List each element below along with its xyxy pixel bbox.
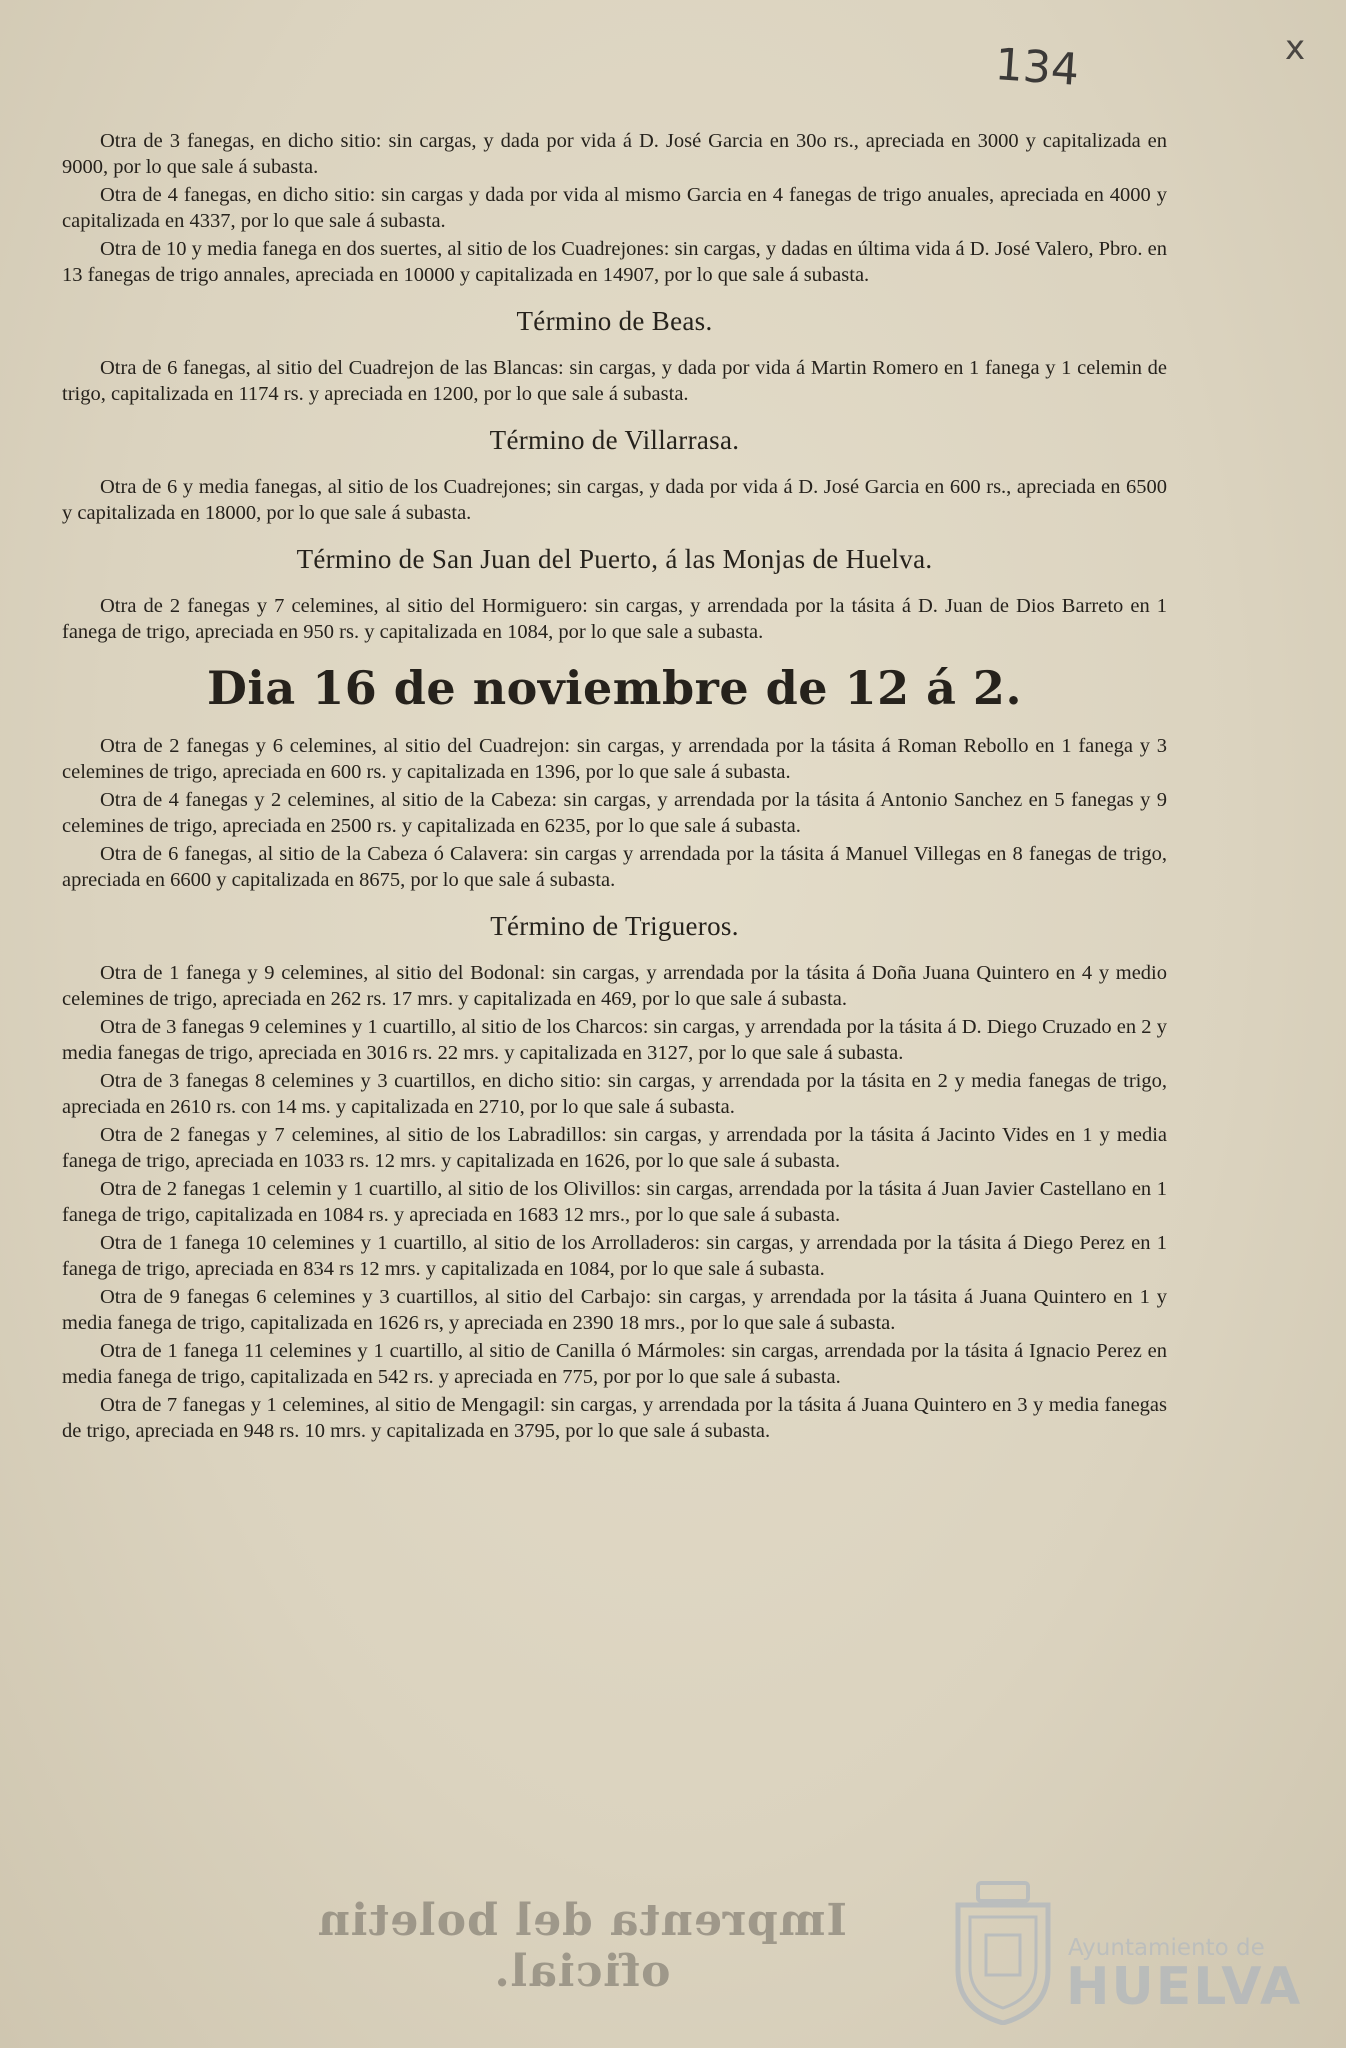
paragraph: Otra de 3 fanegas 8 celemines y 3 cuartillos, en dicho sitio: sin cargas, y arrendada por la tásita en 2 y media fanegas de trigo, apreciada en 2610 rs. con 14 ms. y capitalizada en 2710, por lo que sale á subasta. [62,1070,1167,1118]
city-crest-icon [948,1875,1058,2025]
paragraph: Otra de 4 fanegas y 2 celemines, al sitio de la Cabeza: sin cargas, y arrendada por la tásita á Antonio Sanchez en 5 fanegas y 9 celemines de trigo, apreciada en 2500 rs. y capitalizada en 6235, por lo que sale á subasta. [62,789,1167,837]
paragraph: Otra de 2 fanegas y 7 celemines, al sitio del Hormiguero: sin cargas, y arrendada por la tásita á D. Juan de Dios Barreto en 1 fanega de trigo, apreciada en 950 rs. y capitalizada en 1084, por lo que sale a subasta. [62,595,1167,643]
section-heading-san-juan-del-puerto: Término de San Juan del Puerto, á las Monjas de Huelva. [296,544,933,574]
paragraph: Otra de 9 fanegas 6 celemines y 3 cuartillos, al sitio del Carbajo: sin cargas, y arrendada por la tásita á Juana Quintero en 1 y media fanega de trigo, capitalizada en 1626 rs, y apreciada en 2390 18 mrs., por lo que sale á subasta. [62,1286,1167,1334]
paragraph: Otra de 2 fanegas y 7 celemines, al sitio de los Labradillos: sin cargas, y arrendada por la tásita á Jacinto Vides en 1 y media fanega de trigo, apreciada en 1033 rs. 12 mrs. y capitalizada en 1626, por lo que sale á subasta. [62,1124,1167,1172]
paragraph: Otra de 6 fanegas, al sitio del Cuadrejon de las Blancas: sin cargas, y dada por vida á Martin Romero en 1 fanega y 1 celemin de trigo, capitalizada en 1174 rs. y apreciada en 1200, por lo que sale á subasta. [62,357,1167,405]
document-body [62,128,1167,1446]
printer-imprint: Imprenta del boletin oficial. [317,1895,847,1997]
ayuntamiento-watermark [948,1875,1328,2025]
paragraph: Otra de 1 fanega y 9 celemines, al sitio del Bodonal: sin cargas, y arrendada por la tásita á Doña Juana Quintero en 4 y medio celemines de trigo, apreciada en 262 rs. 17 mrs. y capitalizada en 469, por lo que sale á subasta. [62,962,1167,1010]
corner-mark: x [1285,28,1306,68]
paragraph: Otra de 2 fanegas 1 celemin y 1 cuartillo, al sitio de los Olivillos: sin cargas, arrendada por la tásita á Juan Javier Castellano en 1 fanega de trigo, capitalizada en 1084 rs. y apreciada en 1683 12 mrs., por lo que sale á subasta. [62,1178,1167,1226]
watermark-line1: Ayuntamiento de [1068,1935,1265,1961]
section-heading-villarrasa: Término de Villarrasa. [489,425,740,455]
section-heading-trigueros: Término de Trigueros. [490,911,739,941]
section-heading-beas: Término de Beas. [516,306,713,336]
watermark-line2: HUELVA [1066,1957,1303,2017]
paragraph: Otra de 4 fanegas, en dicho sitio: sin cargas y dada por vida al mismo Garcia en 4 fanegas de trigo anuales, apreciada en 4000 y capitalizada en 4337, por lo que sale á subasta. [62,184,1167,232]
paragraph: Otra de 7 fanegas y 1 celemines, al sitio de Mengagil: sin cargas, y arrendada por la tásita á Juana Quintero en 3 y media fanegas de trigo, apreciada en 948 rs. 10 mrs. y capitalizada en 3795, por lo que sale á subasta. [62,1394,1167,1442]
page-number: 134 [993,39,1081,96]
paragraph: Otra de 10 y media fanega en dos suertes, al sitio de los Cuadrejones: sin cargas, y dadas en última vida á D. José Valero, Pbro. en 13 fanegas de trigo annales, apreciada en 10000 y capitalizada en 14907, por lo que sale á subasta. [62,238,1167,286]
day-heading: Dia 16 de noviembre de 12 á 2. [207,661,1022,715]
paragraph: Otra de 3 fanegas, en dicho sitio: sin cargas, y dada por vida á D. José Garcia en 30o rs., apreciada en 3000 y capitalizada en 9000, por lo que sale á subasta. [62,130,1167,178]
paragraph: Otra de 6 fanegas, al sitio de la Cabeza ó Calavera: sin cargas y arrendada por la tásita á Manuel Villegas en 8 fanegas de trigo, apreciada en 6600 y capitalizada en 8675, por lo que sale á subasta. [62,843,1167,891]
paragraph: Otra de 1 fanega 10 celemines y 1 cuartillo, al sitio de los Arrolladeros: sin cargas, y arrendada por la tásita á Diego Perez en 1 fanega de trigo, apreciada en 834 rs 12 mrs. y capitalizada en 1084, por lo que sale á subasta. [62,1232,1167,1280]
paragraph: Otra de 6 y media fanegas, al sitio de los Cuadrejones; sin cargas, y dada por vida á D. José Garcia en 600 rs., apreciada en 6500 y capitalizada en 18000, por lo que sale á subasta. [62,476,1167,524]
paragraph: Otra de 3 fanegas 9 celemines y 1 cuartillo, al sitio de los Charcos: sin cargas, y arrendada por la tásita á D. Diego Cruzado en 2 y media fanegas de trigo, apreciada en 3016 rs. 22 mrs. y capitalizada en 3127, por lo que sale á subasta. [62,1016,1167,1064]
paragraph: Otra de 2 fanegas y 6 celemines, al sitio del Cuadrejon: sin cargas, y arrendada por la tásita á Roman Rebollo en 1 fanega y 3 celemines de trigo, apreciada en 600 rs. y capitalizada en 1396, por lo que sale á subasta. [62,735,1167,783]
paragraph: Otra de 1 fanega 11 celemines y 1 cuartillo, al sitio de Canilla ó Mármoles: sin cargas, arrendada por la tásita á Ignacio Perez en media fanega de trigo, capitalizada en 542 rs. y apreciada en 775, por por lo que sale á subasta. [62,1340,1167,1388]
